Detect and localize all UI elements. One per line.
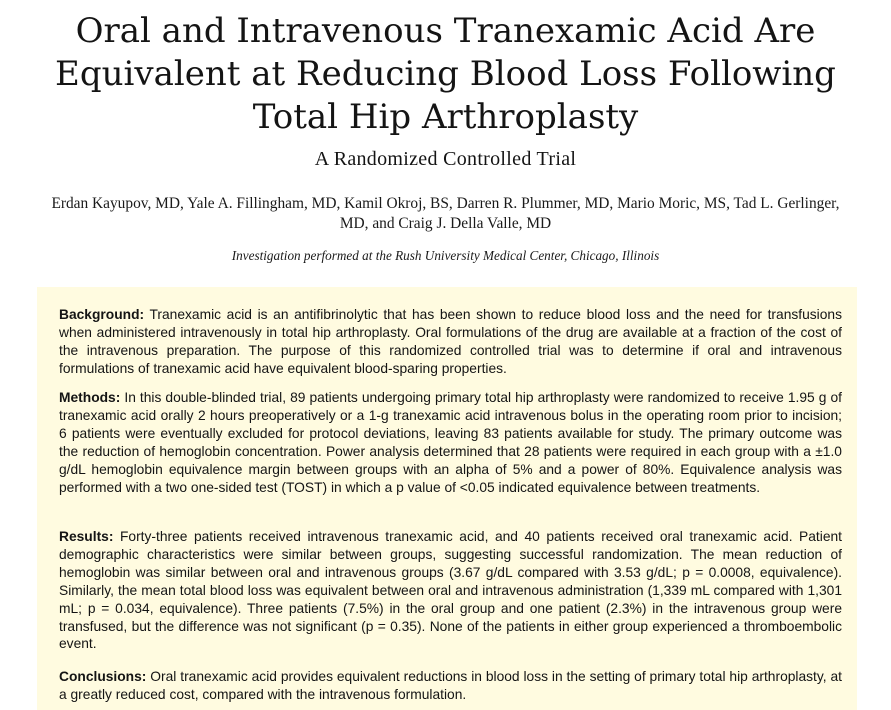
abstract-background (59, 306, 842, 378)
conclusions-text: Oral tranexamic acid provides equivalent reductions in blood loss in the setting of primary total hip arthroplasty, at a greatly reduced cost, compared with the intravenous formulation. (59, 669, 842, 702)
paper-title: Oral and Intravenous Tranexamic Acid Are Equivalent at Reducing Blood Loss Following Total Hip Arthroplasty (55, 11, 836, 137)
background-label: Background: (59, 307, 145, 322)
background-text: Tranexamic acid is an antifibrinolytic that has been shown to reduce blood loss and the need for transfusions when administered intravenously in total hip arthroplasty. Oral formulations of the drug are available at a fraction of the cost of the intravenous preparation. The purpose of this randomized controlled trial was to determine if oral and intravenous formulations of tranexamic acid have equivalent blood-sparing properties. (59, 307, 842, 376)
paper-subtitle: A Randomized Controlled Trial (314, 148, 577, 170)
methods-label: Methods: (59, 390, 121, 405)
conclusions-label: Conclusions: (59, 669, 147, 684)
results-text: Forty-three patients received intravenous tranexamic acid, and 40 patients received oral tranexamic acid. Patient demographic characteristics were similar between groups, suggesting successful randomization. The mean reduction of hemoglobin was similar between oral and intravenous groups (3.67 g/dL compared with 3.53 g/dL; p = 0.0008, equivalence). Similarly, the mean total blood loss was equivalent between oral and intravenous administration (1,339 mL compared with 1,301 mL; p = 0.034, equivalence). Three patients (7.5%) in the oral group and one patient (2.3%) in the intravenous group were transfused, but the difference was not significant (p = 0.35). None of the patients in either group experienced a thromboembolic event. (59, 529, 842, 652)
abstract-methods (59, 389, 842, 496)
abstract-conclusions (59, 668, 842, 704)
institution-note: Investigation performed at the Rush University Medical Center, Chicago, Illinois (231, 248, 660, 263)
abstract-box (37, 287, 857, 710)
author-list: Erdan Kayupov, MD, Yale A. Fillingham, MD, Kamil Okroj, BS, Darren R. Plummer, MD, Mario Moric, MS, Tad L. Gerlinger, MD, and Craig J. Della Valle, MD (51, 195, 840, 232)
methods-text: In this double-blinded trial, 89 patients undergoing primary total hip arthroplasty were randomized to receive 1.95 g of tranexamic acid orally 2 hours preoperatively or a 1-g tranexamic acid intravenous bolus in the operating room prior to incision; 6 patients were eventually excluded for protocol deviations, leaving 83 patients available for study. The primary outcome was the reduction of hemoglobin concentration. Power analysis determined that 28 patients were required in each group with a ±1.0 g/dL hemoglobin equivalence margin between groups with an alpha of 5% and a power of 80%. Equivalence analysis was performed with a two one-sided test (TOST) in which a p value of <0.05 indicated equivalence between treatments. (59, 390, 842, 495)
abstract-results (59, 528, 842, 653)
results-label: Results: (59, 529, 114, 544)
